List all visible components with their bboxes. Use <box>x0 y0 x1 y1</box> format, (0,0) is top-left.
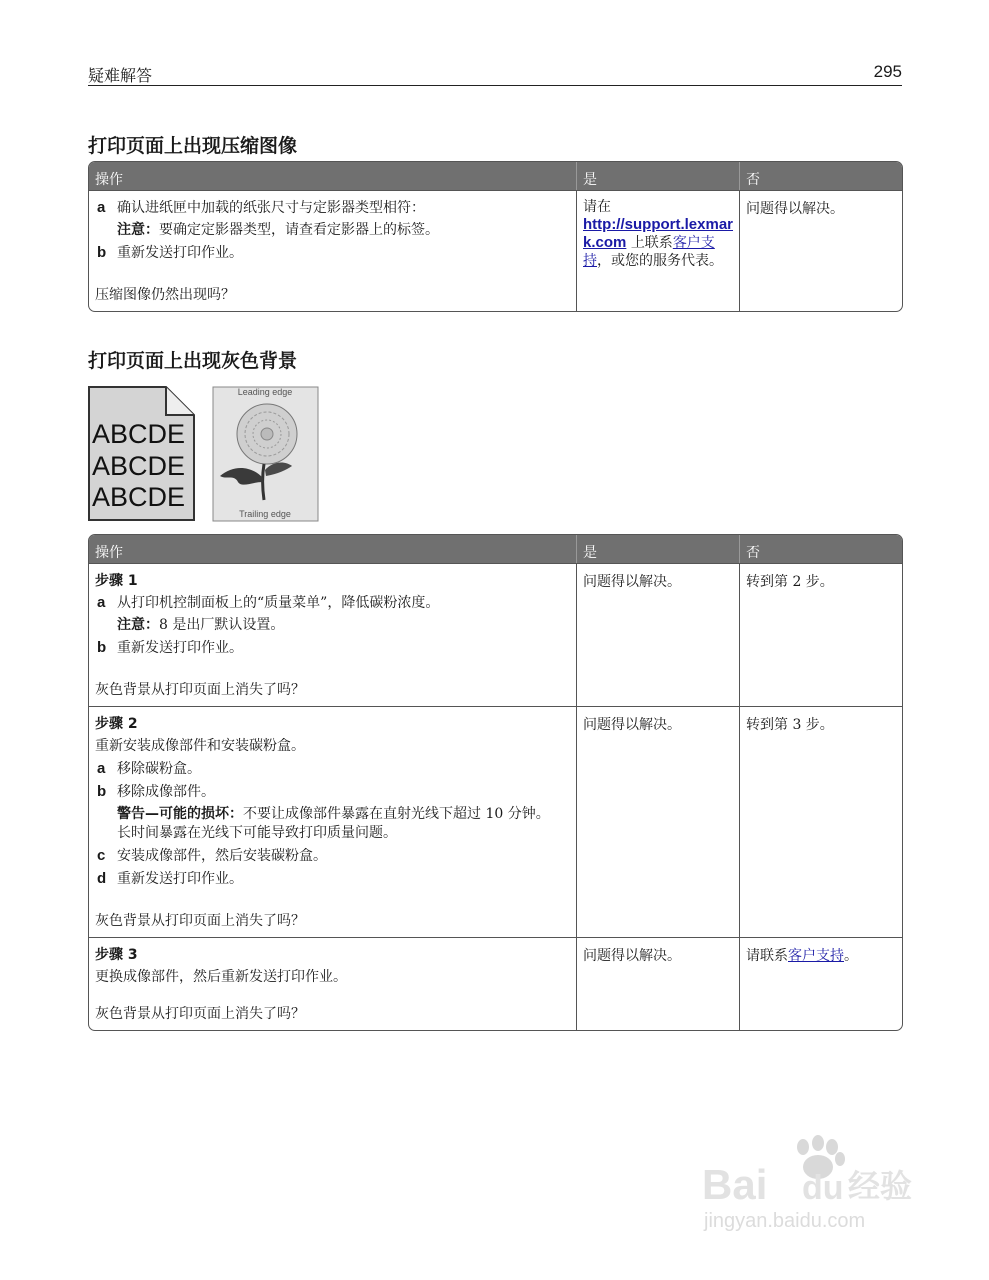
table-row-step-3 <box>89 937 902 1030</box>
sample-text-line: ABCDE <box>92 419 186 449</box>
no-cell: 问题得以解决。 <box>746 201 844 217</box>
no-cell: 转到第 3 步。 <box>746 717 834 733</box>
yes-cell: 问题得以解决。 <box>577 938 740 1030</box>
col-header-no: 否 <box>746 545 760 561</box>
list-item-c: c 安装成像部件，然后安装碳粉盒。 <box>97 847 327 864</box>
col-header-no: 否 <box>746 172 760 188</box>
no-cell: 请联系客户支持。 <box>746 948 858 964</box>
list-item-a: a 从打印机控制面板上的“质量菜单”，降低碳粉浓度。 <box>97 594 440 611</box>
no-cell: 转到第 2 步。 <box>746 574 834 590</box>
baidu-watermark <box>700 1135 930 1239</box>
col-header-yes: 是 <box>577 162 740 190</box>
support-url-link[interactable]: http://support.lexmark.com <box>583 216 734 251</box>
section-title-gray-background: 打印页面上出现灰色背景 <box>88 350 298 372</box>
question-text: 压缩图像仍然出现吗？ <box>95 287 235 303</box>
chapter-title: 疑难解答 <box>88 66 153 85</box>
action-cell <box>89 564 577 706</box>
sample-text-line: ABCDE <box>92 482 186 512</box>
page-header <box>88 60 902 86</box>
table-header <box>89 535 902 563</box>
step-intro: 重新安装成像部件和安装碳粉盒。 <box>95 738 305 754</box>
watermark-site: jingyan.baidu.com <box>704 1210 866 1232</box>
step-title: 步骤 3 <box>95 947 138 963</box>
watermark-brand-cn: 经验 <box>848 1167 913 1205</box>
action-cell <box>89 191 577 311</box>
col-header-yes: 是 <box>577 535 740 563</box>
watermark-brand: Bai <box>702 1161 768 1208</box>
yes-cell: 问题得以解决。 <box>577 707 740 937</box>
trailing-edge-label: Trailing edge <box>239 509 291 519</box>
customer-support-link[interactable]: 客户支持 <box>583 235 715 269</box>
troubleshooting-table-compressed <box>88 161 903 312</box>
note: 注意：要确定定影器类型，请查看定影器上的标签。 <box>117 222 439 238</box>
table-header <box>89 162 902 190</box>
question-text: 灰色背景从打印页面上消失了吗？ <box>95 913 305 929</box>
table-row <box>89 190 902 311</box>
yes-cell: 问题得以解决。 <box>577 564 740 706</box>
yes-cell: 请在 http://support.lexmark.com 上联系客户支持，或您的服务代表。 <box>577 191 740 311</box>
table-row-step-2 <box>89 706 902 937</box>
step-intro: 更换成像部件，然后重新发送打印作业。 <box>95 969 347 985</box>
customer-support-link[interactable]: 客户支持 <box>788 948 844 964</box>
list-item-b: b 移除成像部件。 <box>97 783 215 800</box>
action-cell <box>89 707 577 937</box>
list-item-b: b 重新发送打印作业。 <box>97 244 243 261</box>
section-title-compressed-images: 打印页面上出现压缩图像 <box>88 135 298 157</box>
step-title: 步骤 1 <box>95 573 138 589</box>
table-row-step-1 <box>89 563 902 706</box>
sample-text-line: ABCDE <box>92 451 186 481</box>
action-cell <box>89 938 577 1030</box>
warning-note: 警告—可能的损坏：不要让成像部件暴露在直射光线下超过 10 分钟。长时间暴露在光线下可能导致打印质量问题。 <box>117 806 550 841</box>
troubleshooting-table-gray-background <box>88 534 903 1031</box>
note: 注意：8 是出厂默认设置。 <box>117 617 285 633</box>
list-item-b: b 重新发送打印作业。 <box>97 639 243 656</box>
step-title: 步骤 2 <box>95 716 138 732</box>
watermark-brand-du: du <box>802 1169 844 1207</box>
page-number: 295 <box>873 62 902 81</box>
col-header-action: 操作 <box>89 162 577 190</box>
gray-document-illustration <box>88 386 196 522</box>
list-item-d: d 重新发送打印作业。 <box>97 870 243 887</box>
question-text: 灰色背景从打印页面上消失了吗？ <box>95 682 305 698</box>
col-header-action: 操作 <box>89 535 577 563</box>
gray-flower-print-illustration <box>212 386 319 522</box>
question-text: 灰色背景从打印页面上消失了吗？ <box>95 1006 305 1022</box>
list-item-a: a 移除碳粉盒。 <box>97 760 201 777</box>
list-item-a: a 确认进纸匣中加载的纸张尺寸与定影器类型相符： <box>97 199 425 216</box>
leading-edge-label: Leading edge <box>237 387 293 397</box>
baidu-paw-logo-icon <box>700 1135 930 1235</box>
